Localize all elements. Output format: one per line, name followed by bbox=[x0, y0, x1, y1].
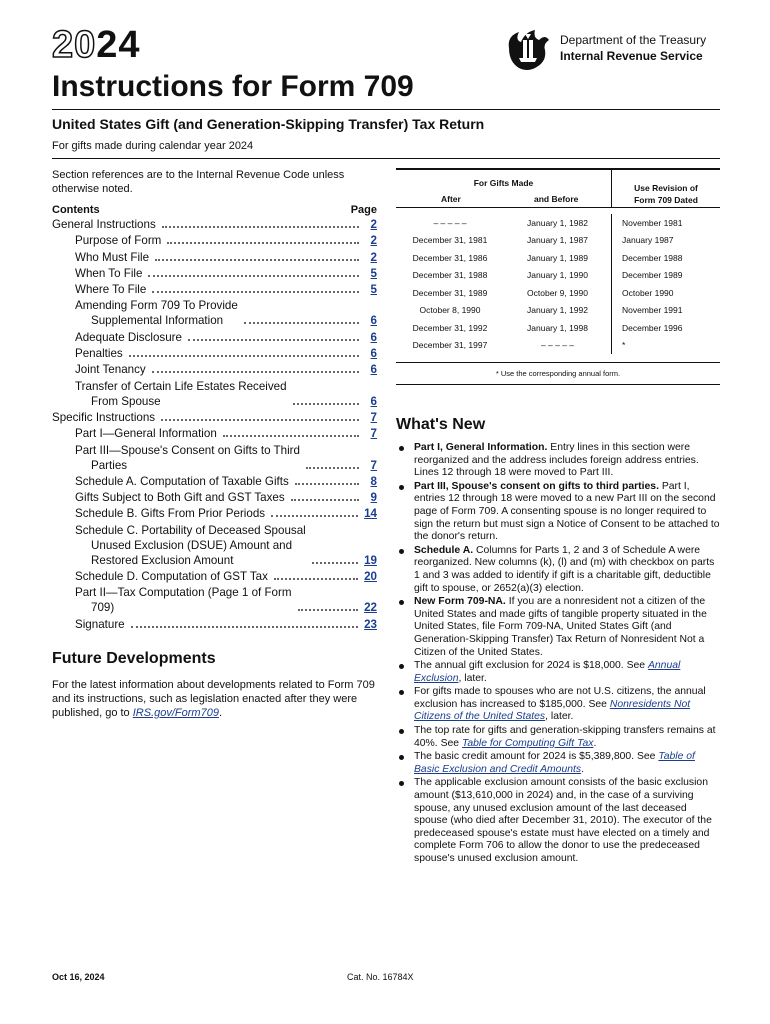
toc-page-link[interactable]: 8 bbox=[370, 474, 377, 488]
toc-leader-dots bbox=[291, 499, 359, 501]
toc-entry[interactable] bbox=[52, 282, 377, 297]
whats-new-item bbox=[396, 596, 720, 659]
bullet-icon bbox=[399, 729, 404, 734]
toc-label-line: Specific Instructions bbox=[52, 410, 156, 424]
bullet-link[interactable]: Annual Exclusion bbox=[414, 660, 681, 684]
future-developments-title: Future Developments bbox=[52, 649, 216, 667]
whats-new-item bbox=[396, 751, 720, 776]
toc-leader-dots bbox=[152, 291, 359, 293]
table-cell: December 1989 bbox=[622, 270, 683, 281]
table-cell: November 1981 bbox=[622, 217, 683, 228]
toc-leader-dots bbox=[188, 339, 359, 341]
toc-page-link[interactable]: 6 bbox=[370, 314, 377, 328]
toc-label-line: Gifts Subject to Both Gift and GST Taxes bbox=[75, 491, 285, 505]
table-header bbox=[396, 170, 720, 208]
future-tail: . bbox=[218, 706, 222, 719]
toc-page-link[interactable]: 14 bbox=[364, 507, 377, 521]
toc-entry-label bbox=[75, 233, 161, 248]
toc-entry-label bbox=[75, 298, 238, 328]
toc-label-line: Amending Form 709 To Provide bbox=[75, 299, 238, 313]
toc-leader-dots bbox=[161, 419, 359, 421]
toc-label-line: Part II—Tax Computation (Page 1 of Form bbox=[75, 586, 292, 600]
dated-label: Form 709 Dated bbox=[634, 195, 698, 205]
toc-leader-dots bbox=[306, 467, 359, 469]
bullet-icon bbox=[399, 755, 404, 760]
whats-new-list bbox=[396, 442, 720, 866]
bullet-icon bbox=[399, 690, 404, 695]
table-of-contents bbox=[52, 217, 377, 632]
page-title: Instructions for Form 709 bbox=[52, 70, 414, 103]
whats-new-item bbox=[396, 660, 720, 685]
bullet-link[interactable]: Nonresidents Not Citizens of the United States bbox=[414, 698, 691, 723]
toc-page-link[interactable]: 7 bbox=[370, 410, 377, 424]
toc-entry[interactable] bbox=[52, 346, 377, 361]
toc-leader-dots bbox=[271, 515, 358, 517]
toc-label-line: Schedule B. Gifts From Prior Periods bbox=[75, 507, 266, 521]
irs-header bbox=[505, 28, 725, 73]
table-cell: January 1, 1987 bbox=[504, 232, 612, 250]
toc-entry[interactable] bbox=[52, 443, 377, 473]
toc-leader-dots bbox=[129, 355, 359, 357]
toc-leader-dots bbox=[131, 626, 358, 628]
table-cell: October 9, 1990 bbox=[504, 284, 612, 302]
toc-entry[interactable] bbox=[52, 523, 377, 568]
toc-entry-label bbox=[75, 362, 146, 377]
toc-label-line: Who Must File bbox=[75, 250, 150, 264]
toc-label-line: Penalties bbox=[75, 347, 123, 361]
toc-page-link[interactable]: 2 bbox=[370, 218, 377, 231]
bullet-icon bbox=[399, 781, 404, 786]
bullet-tail: . bbox=[581, 763, 584, 775]
toc-entry[interactable] bbox=[52, 233, 377, 248]
footer-catalog-number: Cat. No. 16784X bbox=[347, 972, 414, 982]
toc-label-line: Transfer of Certain Life Estates Received bbox=[75, 379, 287, 393]
bullet-text: Columns for Parts 1, 2 and 3 of Schedule A were reorganized. New columns (k), (l) and (m) with checkbox on parts 1 and 3 was added to identify if gift is a charitable gift, deductible gift to spouse, or 2652(a)(3) election. bbox=[414, 544, 715, 594]
toc-entry-label bbox=[75, 523, 306, 568]
use-revision-label: Use Revision of bbox=[634, 183, 698, 193]
toc-leader-dots bbox=[223, 435, 359, 437]
toc-page-link[interactable]: 5 bbox=[370, 266, 377, 280]
irs-form709-link[interactable]: IRS.gov/Form709 bbox=[132, 706, 219, 719]
toc-page-link[interactable]: 5 bbox=[370, 283, 377, 297]
toc-entry-label bbox=[75, 474, 289, 489]
whats-new-item bbox=[396, 545, 720, 595]
toc-label-line: General Instructions bbox=[52, 218, 156, 231]
left-column bbox=[52, 168, 377, 720]
toc-page-link[interactable]: 2 bbox=[370, 234, 377, 248]
toc-label-line: Part I—General Information bbox=[75, 427, 217, 441]
toc-leader-dots bbox=[274, 578, 358, 580]
toc-entry-label bbox=[52, 217, 156, 232]
bullet-icon bbox=[399, 549, 404, 554]
toc-leader-dots bbox=[244, 322, 359, 324]
bullet-icon bbox=[399, 446, 404, 451]
table-cell: December 1996 bbox=[622, 322, 683, 333]
bullet-text: If you are a nonresident not a citizen of the United States and made gifts of tangible property situated in the United States, file Form 709-NA, United States Gift (and Generation-Skipping Transfer) Tax Return of Nonresident Not a Citizen of the United States. bbox=[414, 596, 707, 658]
whats-new-section bbox=[396, 416, 720, 867]
toc-entry[interactable] bbox=[52, 217, 377, 232]
toc-label-line: When To File bbox=[75, 266, 143, 280]
toc-entry-label bbox=[52, 410, 155, 425]
agency-department: Department of the Treasury bbox=[560, 33, 707, 47]
table-row bbox=[396, 302, 720, 320]
bullet-lead: New Form 709-NA. bbox=[414, 596, 506, 608]
table-row bbox=[396, 267, 720, 285]
bullet-lead: Part I, General Information. bbox=[414, 442, 548, 453]
toc-entry-label bbox=[75, 346, 123, 361]
table-cell: – – – – – bbox=[504, 337, 612, 355]
toc-entry[interactable] bbox=[52, 506, 377, 521]
toc-entry-label bbox=[75, 490, 285, 505]
bullet-lead: Part III, Spouse's consent on gifts to third parties. bbox=[414, 480, 659, 492]
toc-leader-dots bbox=[312, 562, 358, 564]
toc-entry-label bbox=[75, 585, 292, 615]
toc-entry[interactable] bbox=[52, 474, 377, 489]
table-cell: December 31, 1989 bbox=[412, 287, 488, 298]
toc-label-line: Part III—Spouse's Consent on Gifts to Third bbox=[75, 443, 300, 457]
bullet-icon bbox=[399, 664, 404, 669]
table-row bbox=[396, 214, 720, 232]
whats-new-item bbox=[396, 725, 720, 750]
year-solid: 24 bbox=[96, 24, 141, 66]
use-revision-header bbox=[612, 170, 720, 207]
toc-page-link[interactable]: 23 bbox=[364, 617, 377, 631]
toc-entry[interactable] bbox=[52, 490, 377, 505]
toc-label-line: 709) bbox=[91, 601, 115, 615]
toc-leader-dots bbox=[298, 609, 359, 611]
toc-entry[interactable] bbox=[52, 266, 377, 281]
toc-label-line: Unused Exclusion (DSUE) Amount and bbox=[91, 538, 293, 552]
toc-page-link[interactable]: 6 bbox=[370, 347, 377, 361]
toc-entry-label bbox=[75, 426, 217, 441]
whats-new-item bbox=[396, 777, 720, 865]
section-references-note: Section references are to the Internal Revenue Code unless otherwise noted. bbox=[52, 169, 345, 195]
table-cell: January 1, 1982 bbox=[504, 214, 612, 232]
toc-entry-label bbox=[75, 443, 300, 473]
table-row bbox=[396, 319, 720, 337]
table-cell: November 1991 bbox=[622, 305, 683, 316]
table-cell: October 1990 bbox=[622, 287, 674, 298]
calendar-year-note: For gifts made during calendar year 2024 bbox=[52, 140, 254, 152]
bullet-text: Part I, entries 12 through 18 were moved to a new Part III on the second page of Form 709. A consenting spouse is no longer required to sign the return but must sign a Notice of Consent to be attached to the donor's return. bbox=[414, 480, 720, 543]
gifts-made-header bbox=[396, 170, 612, 207]
contents-header bbox=[52, 204, 377, 216]
toc-entry-label bbox=[75, 617, 125, 632]
toc-leader-dots bbox=[167, 242, 359, 244]
toc-entry-label bbox=[75, 569, 268, 584]
bullet-lead: Schedule A. bbox=[414, 544, 474, 556]
bullet-text: The applicable exclusion amount consists of the basic exclusion amount ($13,610,000 in 2024) and, in the case of a surviving spouse, any unused exclusion amount of the last deceased spouse (who died after December 31, 2010). The executor of the predeceased spouse's estate must have elected on a timely and complete Form 706 to allow the donor to use the predeceased spouse's unused exclusion amount. bbox=[414, 777, 712, 864]
table-row bbox=[396, 249, 720, 267]
toc-label-line: Signature bbox=[75, 617, 125, 631]
subtitle-rule bbox=[52, 158, 720, 159]
toc-page-link[interactable]: 2 bbox=[370, 250, 377, 264]
table-cell: December 31, 1986 bbox=[412, 252, 488, 263]
toc-page-link[interactable]: 7 bbox=[370, 427, 377, 441]
toc-page-link[interactable]: 7 bbox=[370, 458, 377, 472]
bullet-text: Entry lines in this section were reorganized and the address includes foreign address entries. Lines 12 through 18 were moved to Part III. bbox=[414, 442, 699, 479]
table-row bbox=[396, 337, 720, 355]
bullet-tail: . bbox=[593, 737, 597, 749]
bullet-icon bbox=[399, 485, 404, 490]
toc-label-line: Parties bbox=[91, 458, 128, 472]
table-cell: December 31, 1992 bbox=[412, 322, 488, 333]
toc-label-line: Joint Tenancy bbox=[75, 363, 146, 377]
before-label: and Before bbox=[534, 194, 579, 204]
bullet-icon bbox=[399, 600, 404, 605]
future-developments-text bbox=[52, 678, 377, 720]
toc-entry[interactable] bbox=[52, 298, 377, 328]
toc-leader-dots bbox=[155, 259, 359, 261]
toc-entry[interactable] bbox=[52, 250, 377, 265]
toc-label-line: Schedule C. Portability of Deceased Spousal bbox=[75, 523, 306, 537]
form-subtitle: United States Gift (and Generation-Skipping Transfer) Tax Return bbox=[52, 116, 485, 132]
toc-label-line: Supplemental Information bbox=[91, 314, 224, 328]
bullet-text: The top rate for gifts and generation-skipping transfers remains at 40%. See bbox=[414, 725, 716, 749]
table-cell: December 1988 bbox=[622, 252, 683, 263]
table-body bbox=[396, 208, 720, 363]
toc-leader-dots bbox=[152, 371, 359, 373]
toc-entry[interactable] bbox=[52, 330, 377, 345]
toc-label-line: Purpose of Form bbox=[75, 234, 162, 248]
bullet-text: The annual gift exclusion for 2024 is $18,000. See bbox=[414, 660, 648, 672]
header-rule bbox=[52, 109, 720, 110]
bullet-text: The basic credit amount for 2024 is $5,389,800. See bbox=[414, 751, 659, 763]
toc-entry-label bbox=[75, 282, 146, 297]
revision-table bbox=[396, 168, 720, 385]
table-note: * Use the corresponding annual form. bbox=[396, 363, 720, 385]
toc-page-link[interactable]: 6 bbox=[370, 394, 377, 408]
footer-date: Oct 16, 2024 bbox=[52, 972, 105, 982]
toc-page-link[interactable]: 9 bbox=[370, 491, 377, 505]
toc-label-line: Where To File bbox=[75, 283, 147, 297]
toc-entry-label bbox=[75, 506, 265, 521]
bullet-tail: , later. bbox=[545, 711, 574, 723]
toc-leader-dots bbox=[148, 275, 359, 277]
toc-entry-label bbox=[75, 330, 182, 345]
irs-eagle-logo-icon bbox=[505, 28, 551, 72]
table-cell: December 31, 1981 bbox=[412, 235, 488, 246]
gifts-made-label: For Gifts Made bbox=[473, 178, 534, 188]
table-cell: October 8, 1990 bbox=[419, 305, 481, 316]
table-cell: January 1987 bbox=[622, 235, 674, 246]
table-cell: January 1, 1989 bbox=[504, 249, 612, 267]
table-cell: December 31, 1997 bbox=[412, 340, 488, 351]
toc-leader-dots bbox=[293, 403, 359, 405]
toc-entry[interactable] bbox=[52, 569, 377, 584]
future-text: For the latest information about developments related to Form 709 and its instructions, such as legislation enacted after they were published, go to bbox=[52, 678, 375, 719]
form-year bbox=[52, 26, 141, 64]
toc-entry-label bbox=[75, 266, 142, 281]
table-cell: January 1, 1998 bbox=[504, 319, 612, 337]
contents-heading: Contents bbox=[52, 204, 100, 216]
table-cell: December 31, 1988 bbox=[412, 270, 488, 281]
toc-page-link[interactable]: 6 bbox=[370, 330, 377, 344]
bullet-text: For gifts made to spouses who are not U.S. citizens, the annual exclusion has increased to $185,000. See bbox=[414, 686, 706, 710]
whats-new-title: What's New bbox=[396, 416, 486, 433]
after-label: After bbox=[441, 194, 461, 204]
whats-new-item bbox=[396, 442, 720, 480]
toc-label-line: Schedule A. Computation of Taxable Gifts bbox=[75, 474, 289, 488]
toc-label-line: Adequate Disclosure bbox=[75, 330, 182, 344]
toc-entry[interactable] bbox=[52, 617, 377, 632]
table-row bbox=[396, 284, 720, 302]
toc-label-line: Restored Exclusion Amount bbox=[91, 553, 234, 567]
table-cell: – – – – – bbox=[433, 217, 467, 228]
table-row bbox=[396, 232, 720, 250]
table-cell: * bbox=[622, 340, 626, 351]
year-outline: 20 bbox=[52, 24, 97, 66]
toc-entry[interactable] bbox=[52, 585, 377, 615]
toc-entry-label bbox=[75, 379, 287, 409]
toc-entry[interactable] bbox=[52, 426, 377, 441]
toc-entry[interactable] bbox=[52, 379, 377, 409]
table-cell: January 1, 1992 bbox=[504, 302, 612, 320]
toc-page-link[interactable]: 22 bbox=[364, 601, 377, 615]
toc-label-line: Schedule D. Computation of GST Tax bbox=[75, 570, 268, 584]
agency-name: Internal Revenue Service bbox=[560, 49, 703, 63]
bullet-link[interactable]: Table for Computing Gift Tax bbox=[461, 737, 594, 749]
toc-page-link[interactable]: 6 bbox=[370, 363, 377, 377]
toc-label-line: From Spouse bbox=[91, 394, 161, 408]
toc-entry[interactable] bbox=[52, 410, 377, 425]
bullet-link[interactable]: Table of Basic Exclusion and Credit Amounts bbox=[414, 751, 695, 775]
toc-entry-label bbox=[75, 250, 149, 265]
toc-leader-dots bbox=[162, 226, 359, 228]
whats-new-item bbox=[396, 686, 720, 724]
bullet-tail: , later. bbox=[458, 672, 487, 684]
page-heading: Page bbox=[350, 204, 377, 216]
whats-new-item bbox=[396, 481, 720, 544]
toc-page-link[interactable]: 20 bbox=[364, 570, 377, 584]
toc-page-link[interactable]: 19 bbox=[364, 553, 377, 567]
table-cell: January 1, 1990 bbox=[504, 267, 612, 285]
toc-leader-dots bbox=[295, 483, 359, 485]
toc-entry[interactable] bbox=[52, 362, 377, 377]
